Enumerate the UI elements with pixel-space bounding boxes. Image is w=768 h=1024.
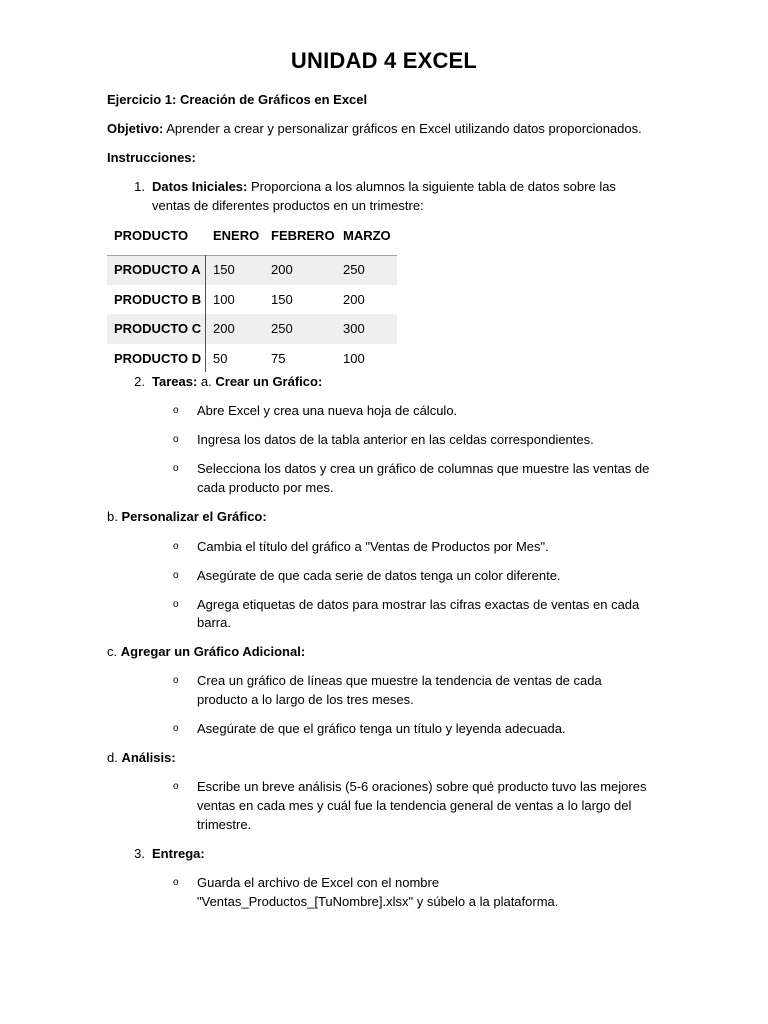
list-item: Ingresa los datos de la tabla anterior en las celdas correspondientes. xyxy=(197,432,594,447)
bullet-icon: o xyxy=(173,463,179,474)
step2-sub-prefix: a. xyxy=(197,374,216,389)
bullet-icon: o xyxy=(173,434,179,445)
section-d-label: Análisis: xyxy=(121,750,176,765)
table-cell: 100 xyxy=(343,350,365,366)
step1-number: 1. xyxy=(134,179,145,194)
section-b-prefix: b. xyxy=(107,509,122,524)
step2-label: Tareas: xyxy=(152,374,198,389)
table-cell: 250 xyxy=(343,262,365,277)
table-cell: PRODUCTO A xyxy=(114,262,201,277)
section-c-heading xyxy=(107,642,677,661)
bullet-icon: o xyxy=(173,675,179,686)
table-cell: 200 xyxy=(213,321,235,336)
table-cell: 150 xyxy=(213,262,235,277)
table-cell: 300 xyxy=(343,321,365,336)
table-header-cell: ENERO xyxy=(213,228,260,243)
table-row xyxy=(107,255,397,285)
list-item: Crea un gráfico de líneas que muestre la tendencia de ventas de cada xyxy=(197,673,602,688)
bullet-icon: o xyxy=(173,723,179,734)
list-item: Asegúrate de que el gráfico tenga un título y leyenda adecuada. xyxy=(197,721,566,736)
table-cell: PRODUCTO C xyxy=(114,321,202,336)
table-row xyxy=(107,344,397,374)
step1-label: Datos Iniciales: xyxy=(152,179,248,194)
step1-text-line2: ventas de diferentes productos en un trimestre: xyxy=(152,198,424,213)
sales-table xyxy=(107,226,397,373)
section-d-prefix: d. xyxy=(107,750,122,765)
list-item: Cambia el título del gráfico a "Ventas de Productos por Mes". xyxy=(197,539,549,554)
instructions-heading xyxy=(107,148,677,167)
objective-text: Aprender a crear y personalizar gráficos en Excel utilizando datos proporcionados. xyxy=(163,121,642,136)
step1-line1 xyxy=(152,177,672,196)
table-row xyxy=(107,285,397,315)
table-header-divider xyxy=(107,255,397,256)
list-item-continuation: barra. xyxy=(197,615,231,630)
bullet-icon: o xyxy=(173,599,179,610)
objective-paragraph xyxy=(107,119,677,138)
list-item-continuation: ventas en cada mes y cuál fue la tendencia general de ventas a lo largo del xyxy=(197,798,632,813)
list-item-continuation: "Ventas_Productos_[TuNombre].xlsx" y súbelo a la plataforma. xyxy=(197,894,559,909)
document-title: UNIDAD 4 EXCEL xyxy=(290,48,478,73)
list-item-continuation: trimestre. xyxy=(197,817,252,832)
table-header-cell: MARZO xyxy=(343,228,391,243)
list-item-continuation: producto a lo largo de los tres meses. xyxy=(197,692,414,707)
section-b-label: Personalizar el Gráfico: xyxy=(121,509,267,524)
table-cell: PRODUCTO D xyxy=(114,350,202,366)
step3-line xyxy=(152,844,672,863)
bullet-icon: o xyxy=(173,405,179,416)
bullet-icon: o xyxy=(173,570,179,581)
section-c-prefix: c. xyxy=(107,644,121,659)
table-cell: 150 xyxy=(271,291,293,307)
table-cell: PRODUCTO B xyxy=(114,291,202,307)
table-column-divider xyxy=(205,255,206,372)
table-row xyxy=(107,314,397,344)
bullet-icon: o xyxy=(173,541,179,552)
section-b-heading xyxy=(107,507,677,526)
table-header-cell: PRODUCTO xyxy=(114,228,189,243)
step3-label: Entrega: xyxy=(152,846,205,861)
list-item: Guarda el archivo de Excel con el nombre xyxy=(197,875,440,890)
exercise-heading-text: Ejercicio 1: Creación de Gráficos en Excel xyxy=(107,92,368,107)
step2-number: 2. xyxy=(134,374,145,389)
list-item: Agrega etiquetas de datos para mostrar las cifras exactas de ventas en cada xyxy=(197,597,640,612)
list-item: Escribe un breve análisis (5-6 oraciones) sobre qué producto tuvo las mejores xyxy=(197,779,647,794)
table-cell: 200 xyxy=(271,262,293,277)
table-header-cell: FEBRERO xyxy=(271,228,335,243)
bullet-icon: o xyxy=(173,781,179,792)
list-item: Selecciona los datos y crea un gráfico de columnas que muestre las ventas de xyxy=(197,461,650,476)
table-cell: 100 xyxy=(213,291,235,307)
table-header-row xyxy=(107,226,397,255)
step2-line xyxy=(152,372,672,391)
table-cell: 50 xyxy=(213,350,228,366)
exercise-heading xyxy=(107,90,677,109)
bullet-icon: o xyxy=(173,877,179,888)
objective-label: Objetivo: xyxy=(107,121,164,136)
step1-text-line1: Proporciona a los alumnos la siguiente tabla de datos sobre las xyxy=(247,179,616,194)
list-item: Abre Excel y crea una nueva hoja de cálculo. xyxy=(197,403,458,418)
list-item-continuation: cada producto por mes. xyxy=(197,480,334,495)
table-cell: 250 xyxy=(271,321,293,336)
step3-number: 3. xyxy=(134,846,145,861)
section-d-heading xyxy=(107,748,677,767)
step2-sub-label: Crear un Gráfico: xyxy=(215,374,323,389)
list-item: Asegúrate de que cada serie de datos tenga un color diferente. xyxy=(197,568,561,583)
instructions-label: Instrucciones: xyxy=(107,150,196,165)
section-c-label: Agregar un Gráfico Adicional: xyxy=(120,644,306,659)
table-cell: 75 xyxy=(271,350,286,366)
table-cell: 200 xyxy=(343,291,365,307)
